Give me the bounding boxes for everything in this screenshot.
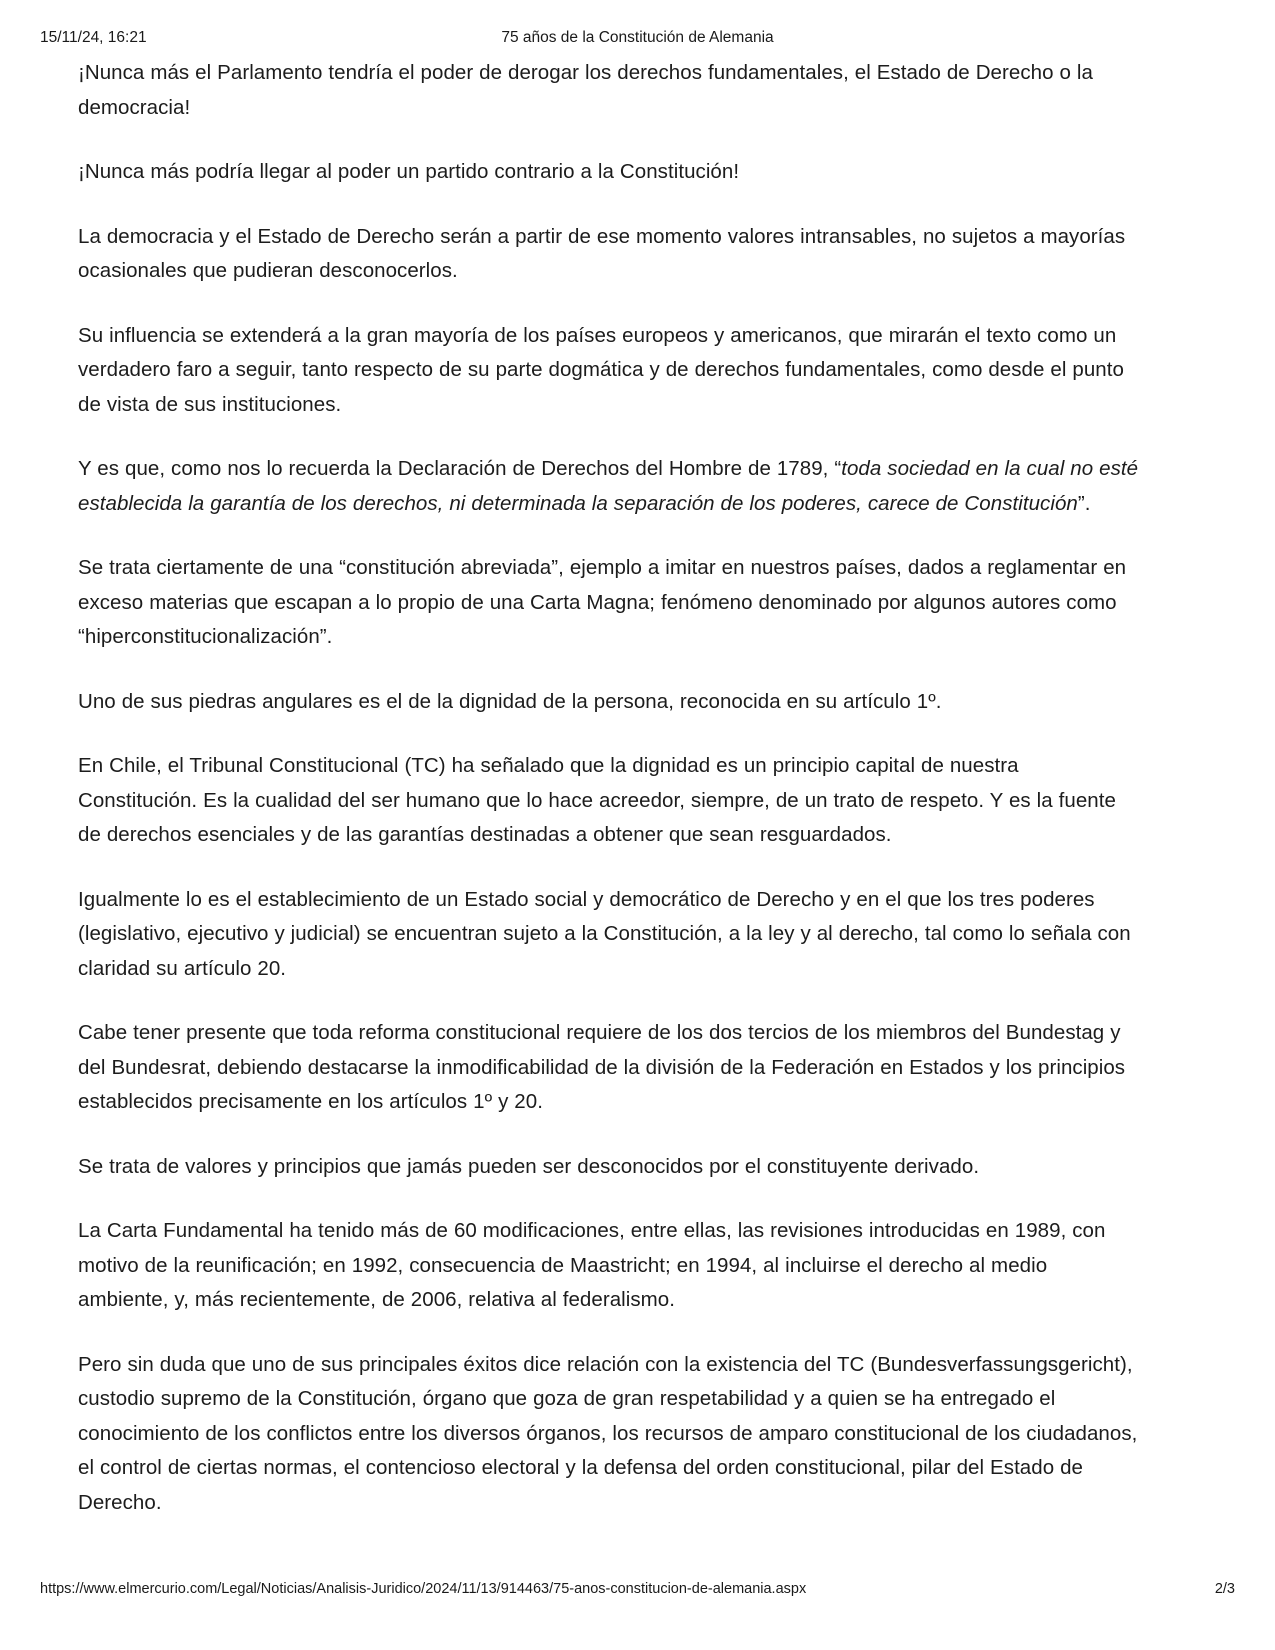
header-datetime: 15/11/24, 16:21 [40,29,147,46]
quotation-italic-text: toda sociedad en la cual no esté establecida la garantía de los derechos, ni determinada la separación de los poderes, carece de Constitución [78,457,1139,515]
paragraph: ¡Nunca más el Parlamento tendría el poder de derogar los derechos fundamentales, el Estado de Derecho o la democracia! [78,61,1093,119]
paragraph: La Carta Fundamental ha tenido más de 60 modificaciones, entre ellas, las revisiones introducidas en 1989, con motivo de la reunificación; en 1992, consecuencia de Maastricht; en 1994, al incluirse el derecho al medio ambiente, y, más recientemente, de 2006, relativa al federalismo. [78,1219,1106,1311]
article-body [78,56,1143,1520]
paragraph: Se trata ciertamente de una “constitución abreviada”, ejemplo a imitar en nuestros países, dados a reglamentar en exceso materias que escapan a lo propio de una Carta Magna; fenómeno denominado por algunos autores como “hiperconstitucionalización”. [78,556,1127,648]
paragraph: En Chile, el Tribunal Constitucional (TC) ha señalado que la dignidad es un principio capital de nuestra Constitución. Es la cualidad del ser humano que lo hace acreedor, siempre, de un trato de respeto. Y es la fuente de derechos esenciales y de las garantías destinadas a obtener que sean resguardados. [78,754,1116,846]
paragraph-with-quotation [78,452,1143,521]
paragraph: ¡Nunca más podría llegar al poder un partido contrario a la Constitución! [78,160,740,183]
paragraph: Pero sin duda que uno de sus principales éxitos dice relación con la existencia del TC (Bundesverfassungsgericht), custodio supremo de la Constitución, órgano que goza de gran respetabilidad y a quien se ha entregado el conocimiento de los conflictos entre los diversos órganos, los recursos de amparo constitucional de los ciudadanos, el control de ciertas normas, el contencioso electoral y la defensa del orden constitucional, pilar del Estado de Derecho. [78,1352,1138,1514]
paragraph: Uno de sus piedras angulares es el de la dignidad de la persona, reconocida en su artículo 1º. [78,689,942,713]
paragraph: Igualmente lo es el establecimiento de un Estado social y democrático de Derecho y en el que los tres poderes (legislativo, ejecutivo y judicial) se encuentran sujeto a la Constitución, a la ley y al derecho, tal como lo señala con claridad su artículo 20. [78,887,1131,980]
header-title: 75 años de la Constitución de Alemania [501,29,774,46]
quotation-tail-text: ”. [1077,491,1091,515]
page-header [40,28,1235,48]
paragraph: Se trata de valores y principios que jamás pueden ser desconocidos por el constituyente derivado. [78,1154,980,1178]
footer-page-number: 2/3 [1214,1581,1235,1597]
page-footer [40,1580,1235,1598]
quotation-lead-text: Y es que, como nos lo recuerda la Declaración de Derechos del Hombre de 1789, “ [78,457,842,480]
paragraph: Su influencia se extenderá a la gran mayoría de los países europeos y americanos, que mirarán el texto como un verdadero faro a seguir, tanto respecto de su parte dogmática y de derechos fundamentales, como desde el punto de vista de sus instituciones. [78,323,1124,416]
paragraph: Cabe tener presente que toda reforma constitucional requiere de los dos tercios de los miembros del Bundestag y del Bundesrat, debiendo destacarse la inmodificabilidad de la división de la Federación en Estados y los principios establecidos precisamente en los artículos 1º y 20. [78,1021,1126,1113]
paragraph: La democracia y el Estado de Derecho serán a partir de ese momento valores intransables, no sujetos a mayorías ocasionales que pudieran desconocerlos. [78,224,1126,282]
footer-source-url[interactable]: https://www.elmercurio.com/Legal/Noticias/Analisis-Juridico/2024/11/13/914463/75-anos-constitucion-de-alemania.aspx [40,1581,807,1597]
